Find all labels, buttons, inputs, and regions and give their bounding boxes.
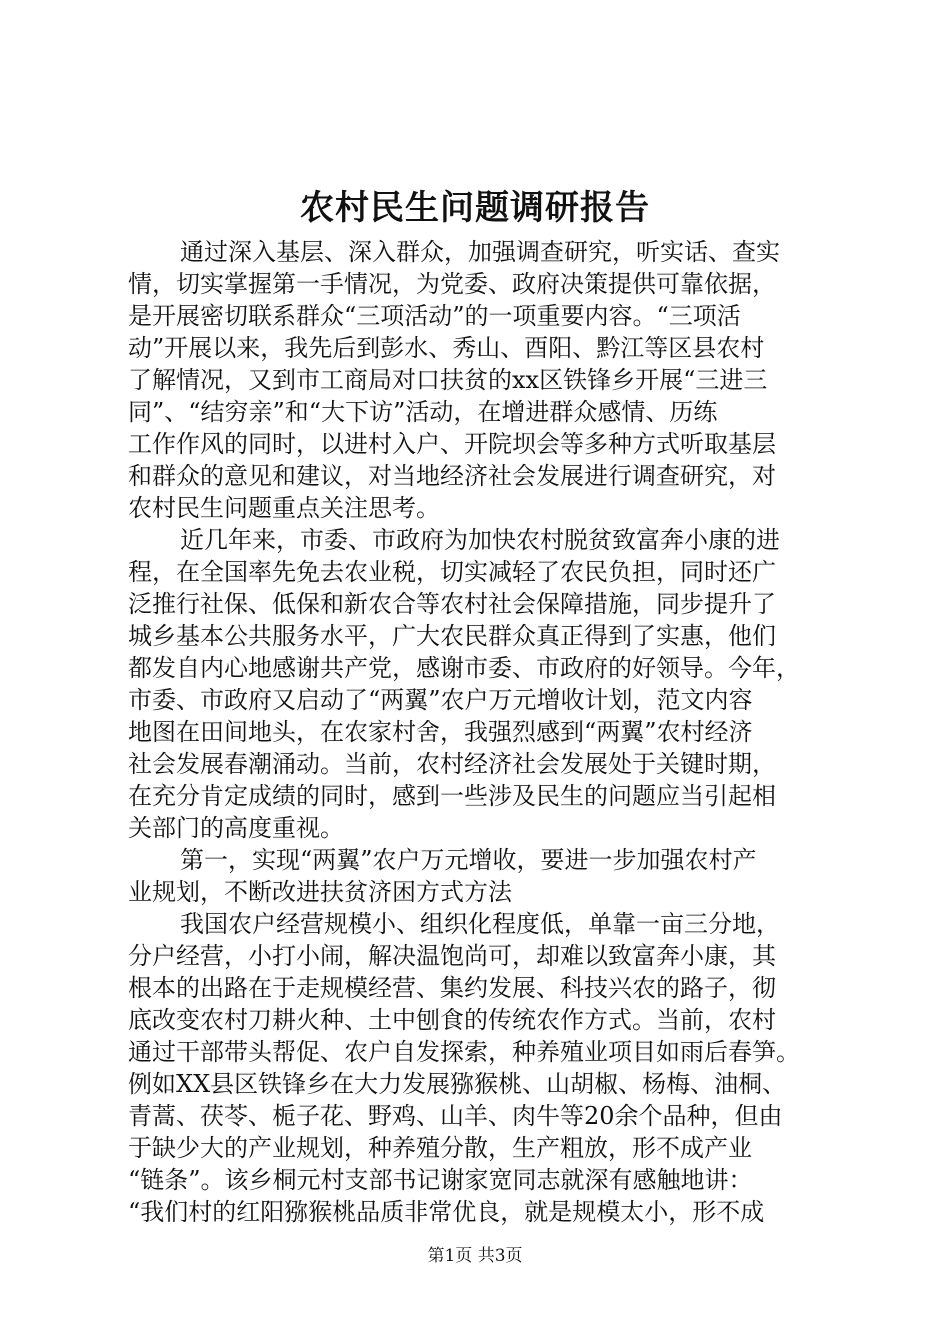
text-line: 动”开展以来，我先后到彭水、秀山、酉阳、黔江等区县农村 <box>128 334 765 362</box>
text-line: “我们村的红阳猕猴桃品质非常优良，就是规模太小，形不成 <box>128 1198 765 1226</box>
text-line: 工作作风的同时，以进村入户、开院坝会等多种方式听取基层 <box>128 430 776 458</box>
text-line: 是开展密切联系群众“三项活动”的一项重要内容。“三项活 <box>128 302 741 330</box>
text-line: 通过深入基层、深入群众，加强调查研究，听实话、查实 <box>180 238 780 266</box>
text-line: 根本的出路在于走规模经营、集约发展、科技兴农的路子，彻 <box>128 974 776 1002</box>
document-body <box>128 236 854 1228</box>
text-line: 在充分肯定成绩的同时，感到一些涉及民生的问题应当引起相 <box>128 782 776 810</box>
document-title: 农村民生问题调研报告 <box>300 188 650 228</box>
text-line: 社会发展春潮涌动。当前，农村经济社会发展处于关键时期， <box>128 750 776 778</box>
text-line: 青蒿、茯苓、栀子花、野鸡、山羊、肉牛等20余个品种，但由 <box>128 1102 783 1130</box>
text-line: 业规划，不断改进扶贫济困方式方法 <box>128 878 512 906</box>
text-line: “链条”。该乡桐元村支部书记谢家宽同志就深有感触地讲： <box>128 1166 753 1194</box>
text-line: 泛推行社保、低保和新农合等农村社会保障措施，同步提升了 <box>128 590 776 618</box>
text-line: 了解情况，又到市工商局对口扶贫的xx区铁锋乡开展“三进三 <box>128 366 768 394</box>
text-line: 和群众的意见和建议，对当地经济社会发展进行调查研究，对 <box>128 462 776 490</box>
text-line: 情，切实掌握第一手情况，为党委、政府决策提供可靠依据， <box>128 270 776 298</box>
text-line: 近几年来，市委、市政府为加快农村脱贫致富奔小康的进 <box>180 526 780 554</box>
text-line: 农村民生问题重点关注思考。 <box>128 494 440 522</box>
text-line: 通过干部带头帮促、农户自发探索，种养殖业项目如雨后春笋。 <box>128 1038 800 1066</box>
text-line: 于缺少大的产业规划，种养殖分散，生产粗放，形不成产业 <box>128 1134 752 1162</box>
text-line: 程，在全国率先免去农业税，切实减轻了农民负担，同时还广 <box>128 558 776 586</box>
text-line: 底改变农村刀耕火种、土中刨食的传统农作方式。当前，农村 <box>128 1006 776 1034</box>
text-line: 分户经营，小打小闹，解决温饱尚可，却难以致富奔小康，其 <box>128 942 776 970</box>
text-line: 我国农户经营规模小、组织化程度低，单靠一亩三分地， <box>180 910 780 938</box>
text-line: 关部门的高度重视。 <box>128 814 344 842</box>
text-line: 城乡基本公共服务水平，广大农民群众真正得到了实惠，他们 <box>128 622 776 650</box>
text-line: 市委、市政府又启动了“两翼”农户万元增收计划，范文内容 <box>128 686 753 714</box>
text-line: 第一，实现“两翼”农户万元增收，要进一步加强农村产 <box>180 846 757 874</box>
page-footer: 第1页 共3页 <box>427 1246 523 1266</box>
text-line: 地图在田间地头，在农家村舍，我强烈感到“两翼”农村经济 <box>128 718 753 746</box>
text-line: 都发自内心地感谢共产党，感谢市委、市政府的好领导。今年， <box>128 654 800 682</box>
text-line: 同”、“结穷亲”和“大下访”活动，在增进群众感情、历练 <box>128 398 718 426</box>
text-line: 例如XX县区铁锋乡在大力发展猕猴桃、山胡椒、杨梅、油桐、 <box>128 1070 787 1098</box>
